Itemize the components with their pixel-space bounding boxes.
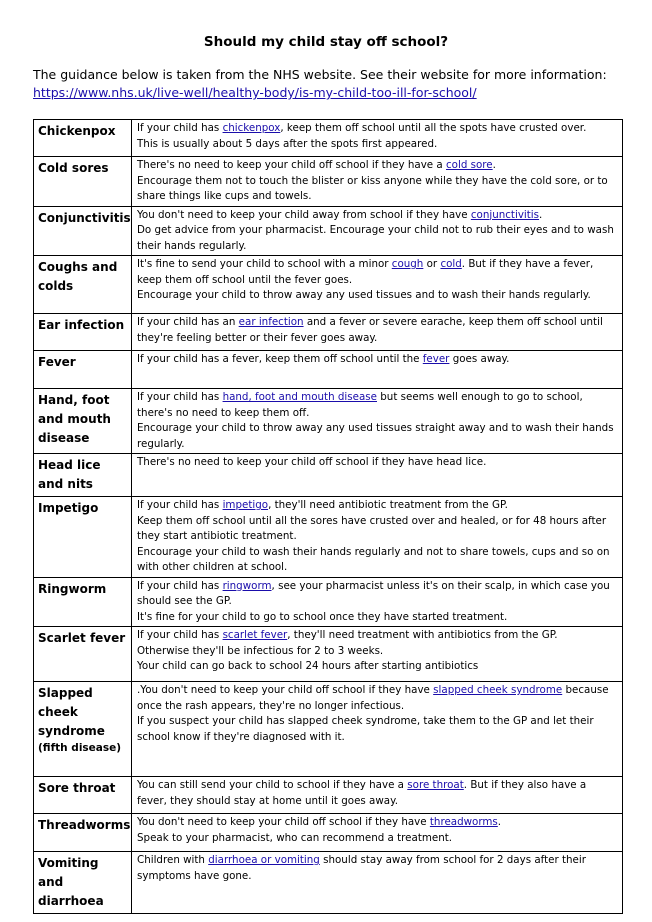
table-row bbox=[34, 682, 623, 777]
page-title: Should my child stay off school? bbox=[203, 34, 449, 50]
condition-cell bbox=[34, 497, 132, 578]
advice-text: . bbox=[539, 208, 543, 221]
table-row bbox=[34, 497, 623, 578]
advice-text: If your child has bbox=[137, 391, 223, 403]
advice-text: Encourage them not to touch the blister or kiss anyone while they have the cold sore, or to share things like cups and towels. bbox=[137, 174, 608, 202]
advice-cell bbox=[132, 256, 623, 314]
condition-link[interactable]: conjunctivitis bbox=[470, 208, 540, 221]
advice-text: This is usually about 5 days after the spots first appeared. bbox=[137, 137, 438, 150]
condition-name: Vomiting and diarrhoea bbox=[38, 856, 104, 908]
advice-text: It's fine for your child to go to school once they have started treatment. bbox=[137, 610, 508, 623]
advice-text: If your child has bbox=[137, 579, 223, 592]
advice-cell bbox=[132, 627, 623, 682]
advice-text: because once the rash appears, they're no longer infectious. bbox=[137, 684, 609, 712]
advice-text: . But if they also have a fever, they should stay at home until it goes away. bbox=[137, 779, 587, 807]
condition-link[interactable]: ringworm bbox=[222, 579, 272, 592]
advice-cell bbox=[132, 351, 623, 389]
condition-link[interactable]: slapped cheek syndrome bbox=[433, 684, 563, 696]
advice-text: Encourage your child to throw away any used tissues and to wash their hands regularly. bbox=[137, 289, 591, 301]
condition-name: Head lice and nits bbox=[38, 458, 101, 491]
condition-name: Impetigo bbox=[38, 501, 99, 515]
condition-note: (fifth disease) bbox=[38, 742, 122, 754]
guidance-table bbox=[33, 119, 623, 914]
condition-name: Fever bbox=[38, 355, 76, 369]
condition-name: Conjunctivitis bbox=[38, 210, 131, 225]
advice-cell bbox=[132, 777, 623, 814]
advice-text: There's no need to keep your child off school if they have head lice. bbox=[137, 456, 487, 468]
table-row bbox=[34, 157, 623, 207]
table-row bbox=[34, 814, 623, 852]
condition-name: Scarlet fever bbox=[38, 631, 126, 645]
table-row bbox=[34, 389, 623, 454]
condition-link[interactable]: cold sore bbox=[446, 159, 493, 171]
advice-text: , see your pharmacist unless it's on their scalp, in which case you should see the GP. bbox=[137, 579, 610, 607]
condition-link[interactable]: cold bbox=[440, 258, 462, 270]
table-row bbox=[34, 120, 623, 157]
advice-text: Encourage your child to throw away any used tissues straight away and to wash their hands regularly. bbox=[137, 422, 614, 450]
condition-name: Threadworms bbox=[38, 818, 131, 832]
condition-cell bbox=[34, 777, 132, 814]
advice-cell bbox=[132, 814, 623, 852]
advice-cell bbox=[132, 852, 623, 914]
condition-cell bbox=[34, 814, 132, 852]
table-row bbox=[34, 777, 623, 814]
advice-cell bbox=[132, 577, 623, 627]
condition-name: Coughs and colds bbox=[38, 260, 118, 293]
advice-text: or bbox=[423, 258, 441, 270]
condition-cell bbox=[34, 351, 132, 389]
condition-link[interactable]: scarlet fever bbox=[222, 629, 288, 641]
advice-text: There's no need to keep your child off school if they have a bbox=[137, 159, 446, 171]
advice-text: If your child has bbox=[137, 629, 223, 641]
condition-cell bbox=[34, 389, 132, 454]
advice-cell bbox=[132, 120, 623, 157]
condition-name: Ringworm bbox=[38, 581, 107, 596]
advice-text: , keep them off school until all the spots have crusted over. bbox=[280, 122, 587, 134]
advice-text: Keep them off school until all the sores have crusted over and healed, or for 48 hours after they start antibiotic treatment. bbox=[137, 514, 607, 542]
advice-text: If your child has a fever, keep them off school until the bbox=[137, 353, 423, 365]
condition-cell bbox=[34, 120, 132, 157]
condition-cell bbox=[34, 256, 132, 314]
advice-text: It's fine to send your child to school with a minor bbox=[137, 258, 392, 270]
advice-cell bbox=[132, 314, 623, 351]
advice-text: If your child has bbox=[137, 122, 223, 134]
condition-link[interactable]: hand, foot and mouth disease bbox=[222, 391, 377, 403]
condition-cell bbox=[34, 157, 132, 207]
advice-text: . bbox=[497, 816, 502, 828]
advice-text: Your child can go back to school 24 hours after starting antibiotics bbox=[137, 660, 479, 672]
condition-cell bbox=[34, 852, 132, 914]
table-row bbox=[34, 256, 623, 314]
condition-link[interactable]: sore throat bbox=[407, 779, 464, 791]
table-row bbox=[34, 351, 623, 389]
condition-link[interactable]: threadworms bbox=[429, 816, 498, 828]
advice-text: should stay away from school for 2 days after their symptoms have gone. bbox=[137, 854, 586, 882]
condition-cell bbox=[34, 627, 132, 682]
table-row bbox=[34, 577, 623, 627]
advice-text: goes away. bbox=[449, 353, 510, 365]
condition-name: Chickenpox bbox=[38, 124, 116, 138]
advice-text: Speak to your pharmacist, who can recommend a treatment. bbox=[137, 831, 453, 844]
condition-cell bbox=[34, 682, 132, 777]
condition-link[interactable]: fever bbox=[422, 353, 450, 365]
advice-text: , they'll need antibiotic treatment from the GP. bbox=[268, 499, 508, 511]
table-row bbox=[34, 852, 623, 914]
condition-name: Hand, foot and mouth disease bbox=[38, 393, 111, 445]
advice-text: If you suspect your child has slapped cheek syndrome, take them to the GP and let their school know if they're diagnosed with it. bbox=[137, 715, 594, 743]
advice-text: Encourage your child to wash their hands regularly and not to share towels, cups and so on with other children at school. bbox=[137, 545, 610, 573]
advice-text: Do get advice from your pharmacist. Encourage your child not to rub their eyes and to wash their hands regularly. bbox=[137, 224, 614, 252]
advice-text: .You don't need to keep your child off school if they have bbox=[137, 684, 434, 696]
advice-text: If your child has bbox=[137, 499, 223, 511]
condition-cell bbox=[34, 206, 132, 256]
condition-cell bbox=[34, 454, 132, 497]
advice-text: but seems well enough to go to school, there's no need to keep them off. bbox=[137, 391, 583, 419]
condition-link[interactable]: ear infection bbox=[238, 316, 304, 328]
table-row bbox=[34, 454, 623, 497]
advice-text: . bbox=[492, 159, 496, 171]
advice-cell bbox=[132, 206, 623, 256]
advice-cell bbox=[132, 389, 623, 454]
condition-name: Cold sores bbox=[38, 161, 109, 175]
advice-text: Children with bbox=[137, 854, 209, 866]
condition-link[interactable]: diarrhoea or vomiting bbox=[208, 854, 320, 866]
advice-cell bbox=[132, 682, 623, 777]
intro-paragraph bbox=[33, 66, 633, 102]
table-row bbox=[34, 206, 623, 256]
condition-name: Slapped cheek syndrome bbox=[38, 686, 105, 738]
condition-name: Ear infection bbox=[38, 318, 125, 332]
table-row bbox=[34, 627, 623, 682]
intro-text: The guidance below is taken from the NHS website. See their website for more information: bbox=[33, 67, 607, 82]
condition-cell bbox=[34, 314, 132, 351]
advice-cell bbox=[132, 157, 623, 207]
condition-link[interactable]: chickenpox bbox=[222, 122, 281, 134]
advice-text: You don't need to keep your child off school if they have bbox=[137, 816, 430, 828]
nhs-link[interactable]: https://www.nhs.uk/live-well/healthy-body/is-my-child-too-ill-for-school/ bbox=[33, 85, 477, 100]
condition-link[interactable]: impetigo bbox=[222, 499, 269, 511]
advice-text: Otherwise they'll be infectious for 2 to 3 weeks. bbox=[137, 644, 384, 657]
table-row bbox=[34, 314, 623, 351]
advice-cell bbox=[132, 454, 623, 497]
condition-cell bbox=[34, 577, 132, 627]
advice-text: , they'll need treatment with antibiotics from the GP. bbox=[287, 629, 558, 641]
advice-text: and a fever or severe earache, keep them off school until they're feeling better or their fever goes away. bbox=[137, 316, 603, 344]
condition-name: Sore throat bbox=[38, 781, 116, 795]
condition-link[interactable]: cough bbox=[391, 258, 424, 270]
advice-text: You can still send your child to school if they have a bbox=[137, 779, 408, 791]
advice-text: . But if they have a fever, keep them off school until the fever goes. bbox=[137, 258, 594, 286]
advice-text: You don't need to keep your child away from school if they have bbox=[137, 208, 471, 221]
advice-cell bbox=[132, 497, 623, 578]
advice-text: If your child has an bbox=[137, 316, 239, 328]
